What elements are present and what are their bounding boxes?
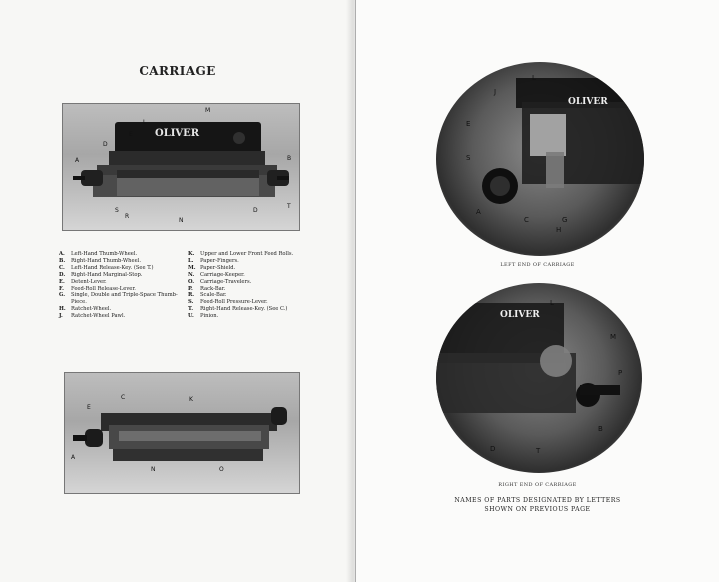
legend-item: B. Right-Hand Thumb-Wheel.: [59, 257, 141, 264]
brand-disc-top: OLIVER: [568, 97, 608, 107]
right-end-illustration: [436, 283, 642, 473]
legend-item: S. Feed-Roll Pressure-Lever.: [188, 299, 268, 306]
svg-text:C: C: [121, 394, 126, 401]
right-page: [356, 0, 719, 582]
names-note: [356, 496, 719, 514]
brand-disc-bottom: OLIVER: [500, 310, 540, 320]
legend-item: E. Detent-Lever.: [59, 278, 107, 285]
names-line-1: NAMES OF PARTS DESIGNATED BY LETTERS: [454, 497, 621, 504]
svg-text:T: T: [287, 203, 291, 210]
svg-text:A: A: [71, 454, 76, 461]
svg-text:B: B: [287, 155, 292, 162]
svg-text:R: R: [125, 213, 130, 220]
brand-top: OLIVER: [155, 128, 200, 139]
legend-item: P. Rack-Bar.: [188, 285, 226, 292]
legend-item: A. Left-Hand Thumb-Wheel.: [59, 251, 138, 257]
svg-text:B: B: [598, 425, 603, 433]
legend-item: T. Right-Hand Release-Key. (See C.): [188, 306, 288, 313]
legend-item: K. Upper and Lower Front Feed Rolls.: [188, 251, 294, 257]
svg-text:A: A: [476, 208, 481, 216]
legend-item: U. Pinion.: [188, 313, 219, 320]
legend-item: R. Scale-Bar.: [188, 292, 227, 299]
svg-text:L: L: [532, 74, 536, 82]
left-end-carriage-disc: [436, 62, 644, 256]
svg-text:S: S: [466, 154, 471, 162]
legend-right-column: [188, 251, 320, 320]
svg-text:K: K: [189, 396, 193, 403]
legend-item: L. Paper-Fingers.: [188, 257, 239, 264]
carriage-illustration-top: [63, 104, 299, 230]
legend-item: H. Ratchet-Wheel.: [59, 306, 112, 313]
svg-text:O: O: [219, 466, 224, 473]
left-end-illustration: [436, 62, 644, 256]
svg-text:D: D: [490, 445, 496, 453]
legend-item: J. Ratchet-Wheel Pawl.: [59, 313, 126, 320]
carriage-photo-bottom: [64, 372, 300, 494]
svg-text:D: D: [253, 207, 258, 214]
svg-text:D: D: [103, 141, 108, 148]
svg-text:M: M: [205, 107, 211, 114]
svg-text:A: A: [75, 157, 80, 164]
svg-text:N: N: [179, 217, 184, 224]
svg-text:L: L: [143, 119, 147, 126]
svg-text:E: E: [466, 120, 471, 128]
page-title: CARRIAGE: [139, 64, 216, 78]
svg-text:M: M: [610, 333, 617, 341]
svg-text:L: L: [550, 299, 554, 307]
svg-text:E: E: [129, 131, 133, 138]
legend-item: F. Feed-Roll Release-Lever.: [59, 285, 136, 292]
caption-left-end: LEFT END OF CARRIAGE: [500, 262, 575, 268]
svg-text:C: C: [524, 216, 529, 224]
legend-left-column: [59, 251, 179, 320]
names-line-2: SHOWN ON PREVIOUS PAGE: [484, 506, 591, 513]
carriage-illustration-bottom: [65, 373, 299, 493]
caption-right-end: RIGHT END OF CARRIAGE: [498, 482, 577, 488]
svg-text:G: G: [562, 216, 568, 224]
svg-text:S: S: [115, 207, 119, 214]
legend-item: G. Single, Double and Triple-Space Thumb-Piece.: [59, 292, 178, 306]
legend-item: N. Carriage-Keeper.: [188, 271, 245, 278]
svg-text:P: P: [618, 369, 623, 377]
legend-item: M. Paper-Shield.: [188, 264, 236, 271]
legend-item: D. Right-Hand Marginal-Stop.: [59, 271, 143, 278]
svg-text:N: N: [151, 466, 156, 473]
svg-text:H: H: [556, 226, 562, 234]
svg-text:J: J: [494, 88, 497, 96]
legend-item: O. Carriage-Travelers.: [188, 278, 252, 285]
left-page: [0, 0, 356, 582]
carriage-photo-top: [62, 103, 300, 231]
legend-item: C. Left-Hand Release-Key. (See T.): [59, 264, 154, 271]
right-end-carriage-disc: [436, 283, 642, 473]
svg-text:T: T: [536, 447, 541, 455]
svg-text:E: E: [87, 404, 91, 411]
